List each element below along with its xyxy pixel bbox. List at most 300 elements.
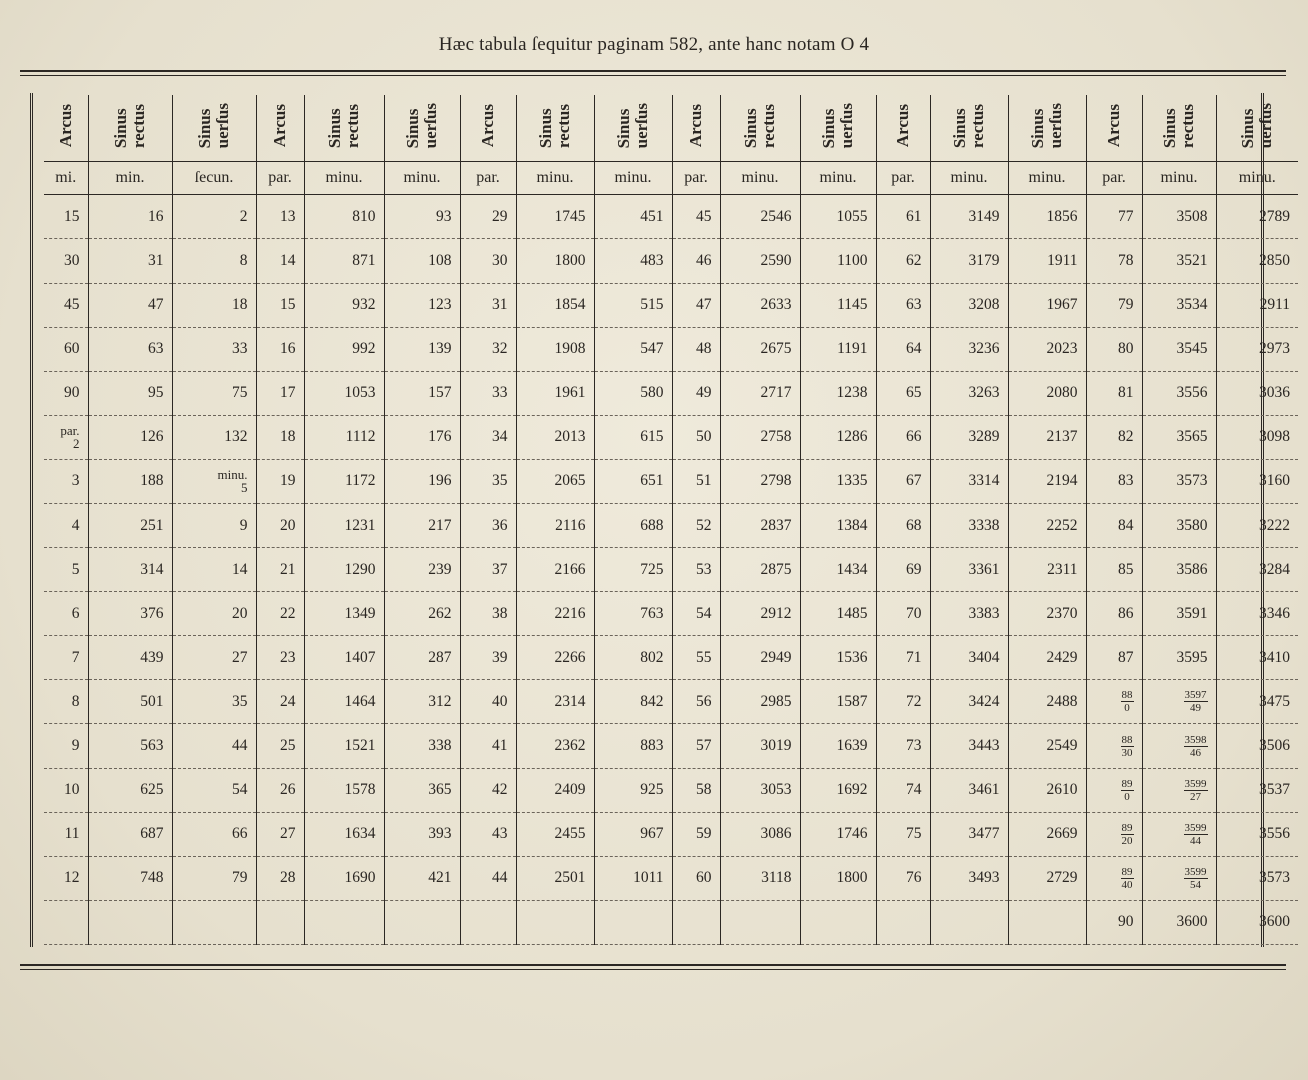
table-cell: 27: [256, 812, 304, 856]
table-cell: 2013: [516, 415, 594, 459]
table-cell: 28: [256, 856, 304, 900]
table-cell: 67: [876, 459, 930, 503]
table-cell: 79: [1086, 283, 1142, 327]
table-cell: 1053: [304, 371, 384, 415]
table-cell: 3493: [930, 856, 1008, 900]
table-row: [44, 459, 1298, 503]
table-cell: [672, 900, 720, 944]
table-cell: 6: [44, 592, 88, 636]
table-cell: [172, 900, 256, 944]
top-rule-thick: [20, 70, 1286, 72]
table-cell: 312: [384, 680, 460, 724]
table-cell: 85: [1086, 548, 1142, 592]
table-cell: 365: [384, 768, 460, 812]
table-cell: 80: [1086, 327, 1142, 371]
column-header-label: Arcus: [1104, 104, 1123, 148]
fraction-value: $\frac{3599}{54}$: [1184, 865, 1207, 891]
table-cell: 439: [88, 636, 172, 680]
table-cell: 42: [460, 768, 516, 812]
table-cell: [1142, 680, 1216, 724]
unit-cell: minu.: [1142, 162, 1216, 195]
table-row: [44, 592, 1298, 636]
table-cell: [1086, 812, 1142, 856]
unit-cell: mi.: [44, 162, 88, 195]
column-header: [44, 95, 88, 162]
column-header: [672, 95, 720, 162]
table-cell: [720, 900, 800, 944]
column-header-label: Sinus rectus: [1160, 103, 1197, 149]
table-cell: [1086, 768, 1142, 812]
table-cell: [1008, 900, 1086, 944]
table-cell: 90: [44, 371, 88, 415]
bottom-rule-thin: [20, 969, 1286, 970]
table-cell: 3443: [930, 724, 1008, 768]
table-cell: 871: [304, 239, 384, 283]
table-cell: 48: [672, 327, 720, 371]
table-cell: 157: [384, 371, 460, 415]
unit-cell: minu.: [304, 162, 384, 195]
table-cell: [516, 900, 594, 944]
table-cell: 3289: [930, 415, 1008, 459]
table-cell: 3236: [930, 327, 1008, 371]
table-cell: 1055: [800, 195, 876, 239]
table-cell: 2370: [1008, 592, 1086, 636]
table-cell: 39: [460, 636, 516, 680]
fraction-value: $\frac{89}{40}$: [1121, 865, 1133, 891]
table-cell: 14: [172, 548, 256, 592]
table-cell: 9: [172, 503, 256, 547]
table-cell: [1142, 724, 1216, 768]
unit-cell: par.: [1086, 162, 1142, 195]
table-cell: 3477: [930, 812, 1008, 856]
column-header: [800, 95, 876, 162]
column-header-label: Sinus uerſus: [403, 103, 440, 149]
table-cell: 483: [594, 239, 672, 283]
column-header-label: Sinus rectus: [741, 103, 778, 149]
table-cell: 69: [876, 548, 930, 592]
column-header: [304, 95, 384, 162]
table-cell: 35: [172, 680, 256, 724]
table-cell: 2549: [1008, 724, 1086, 768]
table-cell: 1100: [800, 239, 876, 283]
table-cell: 83: [1086, 459, 1142, 503]
table-cell: 126: [88, 415, 172, 459]
table-cell: 33: [460, 371, 516, 415]
table-cell: 251: [88, 503, 172, 547]
table-cell: 66: [876, 415, 930, 459]
table-cell: 932: [304, 283, 384, 327]
table-cell: 30: [460, 239, 516, 283]
table-cell: 217: [384, 503, 460, 547]
table-cell: [88, 900, 172, 944]
table-row: [44, 724, 1298, 768]
column-header: [1216, 95, 1298, 162]
table-cell: 60: [672, 856, 720, 900]
table-cell: 2409: [516, 768, 594, 812]
table-cell: 3404: [930, 636, 1008, 680]
table-cell: 2216: [516, 592, 594, 636]
table-cell: 1335: [800, 459, 876, 503]
table-cell: 74: [876, 768, 930, 812]
table-row: [44, 768, 1298, 812]
table-cell: 51: [672, 459, 720, 503]
table-cell: 41: [460, 724, 516, 768]
table-cell: 93: [384, 195, 460, 239]
table-cell: 393: [384, 812, 460, 856]
table-cell: 65: [876, 371, 930, 415]
table-cell: 1854: [516, 283, 594, 327]
table-cell: 16: [88, 195, 172, 239]
table-cell: 9: [44, 724, 88, 768]
table-cell: 3222: [1216, 503, 1298, 547]
column-header: [384, 95, 460, 162]
page-title: Hæc tabula ſequitur paginam 582, ante hanc notam O 4: [438, 34, 870, 55]
table-cell: 2758: [720, 415, 800, 459]
table-cell: 3263: [930, 371, 1008, 415]
unit-cell: par.: [876, 162, 930, 195]
table-cell: 8: [44, 680, 88, 724]
table-row: [44, 812, 1298, 856]
column-header-label: Sinus uerſus: [1028, 103, 1065, 149]
fraction-value: $\frac{3599}{27}$: [1184, 777, 1207, 803]
table-cell: 1692: [800, 768, 876, 812]
table-cell: 2137: [1008, 415, 1086, 459]
table-cell: 25: [256, 724, 304, 768]
table-cell: 3208: [930, 283, 1008, 327]
table-cell: 3053: [720, 768, 800, 812]
table-cell: [1086, 680, 1142, 724]
table-cell: 1191: [800, 327, 876, 371]
table-cell: 68: [876, 503, 930, 547]
table-cell: 24: [256, 680, 304, 724]
table-cell: 625: [88, 768, 172, 812]
table-cell: 688: [594, 503, 672, 547]
unit-cell: minu.: [594, 162, 672, 195]
table-cell: 23: [256, 636, 304, 680]
table-cell: 58: [672, 768, 720, 812]
table-row: [44, 548, 1298, 592]
table-cell: [1086, 856, 1142, 900]
table-cell: 3149: [930, 195, 1008, 239]
table-cell: 3521: [1142, 239, 1216, 283]
column-header-label: Arcus: [270, 104, 289, 148]
table-cell: 72: [876, 680, 930, 724]
table-cell: 2837: [720, 503, 800, 547]
table-cell: 1536: [800, 636, 876, 680]
table-cell: 992: [304, 327, 384, 371]
table-cell: 1485: [800, 592, 876, 636]
table-cell: 3118: [720, 856, 800, 900]
table-cell: 376: [88, 592, 172, 636]
table-row: [44, 195, 1298, 239]
table-cell: 15: [256, 283, 304, 327]
table-cell: 2911: [1216, 283, 1298, 327]
table-cell: 1290: [304, 548, 384, 592]
table-cell: 14: [256, 239, 304, 283]
table-cell: 3383: [930, 592, 1008, 636]
table-cell: 38: [460, 592, 516, 636]
table-cell: 2501: [516, 856, 594, 900]
table-cell: 3346: [1216, 592, 1298, 636]
table-cell: 3595: [1142, 636, 1216, 680]
table-cell: 1578: [304, 768, 384, 812]
table-row: [44, 680, 1298, 724]
table-cell: [930, 900, 1008, 944]
table-cell: 1746: [800, 812, 876, 856]
table-cell: 70: [876, 592, 930, 636]
table-cell: 1639: [800, 724, 876, 768]
table-cell: 43: [460, 812, 516, 856]
column-header: [876, 95, 930, 162]
table-cell: 338: [384, 724, 460, 768]
table-cell: 61: [876, 195, 930, 239]
table-cell: 1521: [304, 724, 384, 768]
column-header: [1142, 95, 1216, 162]
unit-cell: minu.: [720, 162, 800, 195]
table-cell: [44, 900, 88, 944]
table-cell: 18: [256, 415, 304, 459]
table-cell: [1086, 724, 1142, 768]
units-row: [44, 162, 1298, 195]
table-cell: 176: [384, 415, 460, 459]
column-header-label: Arcus: [55, 104, 75, 148]
table-row: [44, 371, 1298, 415]
table-cell: [876, 900, 930, 944]
table-cell: 563: [88, 724, 172, 768]
table-cell: 421: [384, 856, 460, 900]
table-cell: 1231: [304, 503, 384, 547]
table-cell: 53: [672, 548, 720, 592]
table-cell: [460, 900, 516, 944]
table-cell: 34: [460, 415, 516, 459]
fraction-value: $\frac{3597}{49}$: [1184, 689, 1207, 715]
column-header-label: Sinus uerſus: [819, 103, 856, 149]
table-cell: 3160: [1216, 459, 1298, 503]
unit-cell: par.: [672, 162, 720, 195]
table-cell: 1434: [800, 548, 876, 592]
table-cell: 20: [256, 503, 304, 547]
table-cell: 7: [44, 636, 88, 680]
table-cell: 3: [44, 459, 88, 503]
column-header: [720, 95, 800, 162]
column-header-label: Sinus uerſus: [1238, 103, 1276, 149]
fraction-value: $\frac{89}{0}$: [1121, 777, 1133, 803]
column-header-label: Sinus rectus: [950, 103, 987, 149]
fraction-value: $\frac{3598}{46}$: [1184, 733, 1207, 759]
table-row: [44, 636, 1298, 680]
table-cell: 967: [594, 812, 672, 856]
table-cell: 18: [172, 283, 256, 327]
table-cell: 20: [172, 592, 256, 636]
table-cell: 66: [172, 812, 256, 856]
table-cell: 2488: [1008, 680, 1086, 724]
unit-cell: ſecun.: [172, 162, 256, 195]
table-cell: 1112: [304, 415, 384, 459]
table-cell: 45: [672, 195, 720, 239]
unit-cell: minu.: [1008, 162, 1086, 195]
table-cell: 11: [44, 812, 88, 856]
table-cell: 44: [172, 724, 256, 768]
table-cell: 3098: [1216, 415, 1298, 459]
table-cell: 451: [594, 195, 672, 239]
table-cell: 3573: [1216, 856, 1298, 900]
table-cell: 75: [172, 371, 256, 415]
fraction-value: $\frac{88}{0}$: [1121, 689, 1133, 715]
column-header: [1086, 95, 1142, 162]
table-cell: 925: [594, 768, 672, 812]
unit-cell: minu.: [1216, 162, 1298, 195]
table-cell: 3179: [930, 239, 1008, 283]
table-cell: 2912: [720, 592, 800, 636]
table-cell: 2798: [720, 459, 800, 503]
table-cell: 3410: [1216, 636, 1298, 680]
table-cell: 1634: [304, 812, 384, 856]
table-cell: 1961: [516, 371, 594, 415]
table-row: [44, 283, 1298, 327]
table-cell: 3314: [930, 459, 1008, 503]
table-cell: 108: [384, 239, 460, 283]
table-cell: 196: [384, 459, 460, 503]
table-cell: 3284: [1216, 548, 1298, 592]
table-cell: 2023: [1008, 327, 1086, 371]
table-cell: 26: [256, 768, 304, 812]
table-cell: 3036: [1216, 371, 1298, 415]
table-cell: 3086: [720, 812, 800, 856]
table-row: [44, 900, 1298, 944]
table-cell: 1908: [516, 327, 594, 371]
table-cell: 1911: [1008, 239, 1086, 283]
table-cell: 45: [44, 283, 88, 327]
table-cell: 2080: [1008, 371, 1086, 415]
table-cell: 687: [88, 812, 172, 856]
table-cell: 57: [672, 724, 720, 768]
table-cell: 3600: [1142, 900, 1216, 944]
table-cell: 2973: [1216, 327, 1298, 371]
table-cell: [1142, 856, 1216, 900]
table-cell: 55: [672, 636, 720, 680]
table-cell: 1856: [1008, 195, 1086, 239]
table-cell: 262: [384, 592, 460, 636]
table-cell: 71: [876, 636, 930, 680]
table-cell: 19: [256, 459, 304, 503]
table-cell: 47: [88, 283, 172, 327]
table-cell: 3573: [1142, 459, 1216, 503]
table-cell: 59: [672, 812, 720, 856]
table-row: [44, 503, 1298, 547]
unit-cell: minu.: [516, 162, 594, 195]
table-cell: 2610: [1008, 768, 1086, 812]
table-cell: 2455: [516, 812, 594, 856]
table-cell: 78: [1086, 239, 1142, 283]
table-cell: 810: [304, 195, 384, 239]
table-cell: 21: [256, 548, 304, 592]
table-cell: 49: [672, 371, 720, 415]
table-cell: 580: [594, 371, 672, 415]
table-cell: 31: [460, 283, 516, 327]
table-cell: 3508: [1142, 195, 1216, 239]
table-cell: 1800: [516, 239, 594, 283]
fraction-value: $\frac{3599}{44}$: [1184, 821, 1207, 847]
table-cell: 748: [88, 856, 172, 900]
table-cell: 651: [594, 459, 672, 503]
fraction-value: $\frac{88}{30}$: [1121, 733, 1133, 759]
table-cell: 3591: [1142, 592, 1216, 636]
table-row: [44, 856, 1298, 900]
table-cell: 47: [672, 283, 720, 327]
table-cell: 81: [1086, 371, 1142, 415]
unit-cell: minu.: [800, 162, 876, 195]
table-cell: 2266: [516, 636, 594, 680]
unit-cell: min.: [88, 162, 172, 195]
table-cell: [594, 900, 672, 944]
table-cell: 2949: [720, 636, 800, 680]
table-cell: 725: [594, 548, 672, 592]
table-cell: 1349: [304, 592, 384, 636]
table-cell: 1745: [516, 195, 594, 239]
table-cell: 2675: [720, 327, 800, 371]
table-cell: 3338: [930, 503, 1008, 547]
table-cell: 2789: [1216, 195, 1298, 239]
table-cell: 3361: [930, 548, 1008, 592]
table-cell: 44: [460, 856, 516, 900]
table-cell: 2985: [720, 680, 800, 724]
column-header-label: Sinus uerſus: [614, 103, 651, 149]
column-header: [256, 95, 304, 162]
table-cell: 3461: [930, 768, 1008, 812]
table-cell: 13: [256, 195, 304, 239]
table-row: [44, 327, 1298, 371]
table-cell: 35: [460, 459, 516, 503]
table-cell: 1238: [800, 371, 876, 415]
table-cell: 3534: [1142, 283, 1216, 327]
table-cell: 2546: [720, 195, 800, 239]
column-header: [460, 95, 516, 162]
table-cell: 10: [44, 768, 88, 812]
table-cell: 90: [1086, 900, 1142, 944]
table-cell: 1286: [800, 415, 876, 459]
table-cell: 2311: [1008, 548, 1086, 592]
table-cell: 2194: [1008, 459, 1086, 503]
table-cell: 802: [594, 636, 672, 680]
table-cell: 54: [672, 592, 720, 636]
table-cell: 3600: [1216, 900, 1298, 944]
unit-cell: par.: [256, 162, 304, 195]
table-cell: 87: [1086, 636, 1142, 680]
table-cell: 239: [384, 548, 460, 592]
table-row: [44, 239, 1298, 283]
table-cell: 1800: [800, 856, 876, 900]
table-cell: 31: [88, 239, 172, 283]
column-header: [594, 95, 672, 162]
table-cell: 1145: [800, 283, 876, 327]
table-cell: 1384: [800, 503, 876, 547]
table-cell: 40: [460, 680, 516, 724]
table-cell: 8: [172, 239, 256, 283]
table-cell: 2065: [516, 459, 594, 503]
table-cell: 60: [44, 327, 88, 371]
table-cell: 77: [1086, 195, 1142, 239]
table-cell: 2: [172, 195, 256, 239]
table-cell: 2717: [720, 371, 800, 415]
table-cell: 132: [172, 415, 256, 459]
header-row: [44, 95, 1298, 162]
table-cell: 2314: [516, 680, 594, 724]
table-cell: par. 2: [44, 415, 88, 459]
table-cell: 3545: [1142, 327, 1216, 371]
table-cell: 2166: [516, 548, 594, 592]
table-cell: 4: [44, 503, 88, 547]
table-cell: 30: [44, 239, 88, 283]
